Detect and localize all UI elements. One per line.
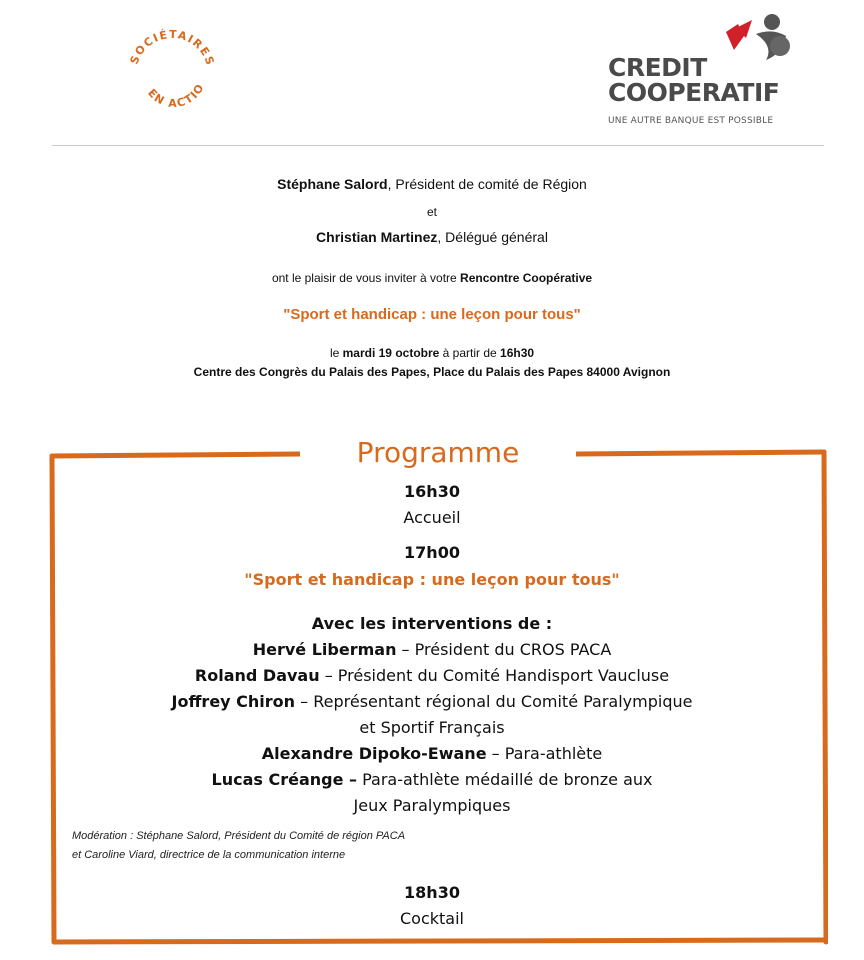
speaker-row: Roland Davau – Président du Comité Handisport Vaucluse — [194, 666, 670, 685]
date-prefix: le — [329, 346, 343, 360]
host2-role: , Délégué général — [437, 229, 548, 245]
programme-event-title: "Sport et handicap : une leçon pour tous" — [244, 570, 620, 589]
host2-name: Christian Martinez — [316, 229, 438, 245]
speaker-row: Hervé Liberman – Président du CROS PACA — [252, 640, 612, 659]
logo-text-top: SOCIÉTAIRES — [127, 27, 218, 68]
speaker-row-continued: Jeux Paralympiques — [353, 796, 511, 815]
host1-name: Stéphane Salord — [277, 176, 388, 192]
logo-text-bottom: EN ACTIO — [145, 80, 208, 110]
svg-text:SOCIÉTAIRES — [128, 28, 217, 68]
and-word: et — [426, 205, 437, 219]
date-line — [0, 346, 864, 360]
time-1: 16h30 — [404, 482, 460, 501]
bank-tagline: UNE AUTRE BANQUE EST POSSIBLE — [608, 116, 774, 126]
event-title: "Sport et handicap : une leçon pour tous" — [283, 306, 581, 323]
speaker-row-continued: et Sportif Français — [359, 718, 505, 737]
time-3: 18h30 — [404, 883, 460, 902]
bank-name-line2: COOPERATIF — [608, 78, 780, 107]
event-date: mardi 19 octobre — [342, 346, 440, 360]
time-1-label: Accueil — [403, 508, 461, 527]
time-3-label: Cocktail — [400, 909, 464, 928]
event-time: 16h30 — [500, 346, 535, 360]
host1-role: , Président de comité de Région — [387, 176, 587, 192]
moderation-line-2: et Caroline Viard, directrice de la communication interne — [72, 849, 346, 861]
credit-cooperatif-logo — [604, 10, 804, 130]
event-type: Rencontre Coopérative — [460, 271, 593, 285]
host2-line — [0, 229, 864, 245]
time-2: 17h00 — [404, 543, 460, 562]
societaires-en-action-logo — [122, 22, 222, 122]
invite-text: ont le plaisir de vous inviter à votre — [271, 271, 461, 285]
moderation-line-1: Modération : Stéphane Salord, Président du Comité de région PACA — [72, 830, 406, 842]
invite-line — [0, 271, 864, 285]
bank-name-line1: CREDIT — [608, 53, 707, 82]
programme-title: Programme — [300, 433, 576, 473]
speaker-row: Lucas Créange – Para-athlète médaillé de bronze aux — [211, 770, 653, 789]
speaker-row: Joffrey Chiron – Représentant régional du Comité Paralympique — [171, 692, 693, 711]
venue: Centre des Congrès du Palais des Papes, Place du Palais des Papes 84000 Avignon — [193, 365, 671, 379]
host1-line — [0, 176, 864, 192]
speakers-intro: Avec les interventions de : — [311, 614, 553, 633]
speaker-row: Alexandre Dipoko-Ewane – Para-athlète — [261, 744, 603, 763]
time-prefix: à partir de — [439, 346, 501, 360]
header-divider — [52, 145, 824, 146]
